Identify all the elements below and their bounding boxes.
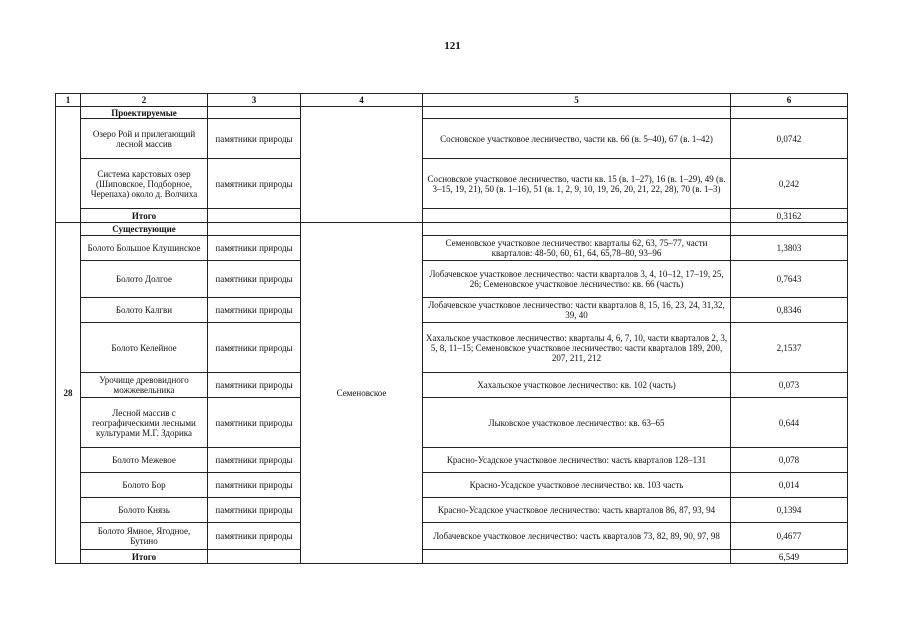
table-row: [56, 473, 848, 498]
object-area: 0,078: [731, 448, 848, 473]
table-row: [56, 373, 848, 398]
object-location: Сосновское участковое лесничество, части кв. 15 (в. 1–27), 16 (в. 1–29), 49 (в. 3–15, 19, 21), 50 (в. 1–16), 51 (в. 1, 2, 9, 10, 19, 26, 20, 21, 22, 28), 70 (в. 1–3): [423, 159, 731, 209]
object-location: Лыковское участковое лесничество: кв. 63–65: [423, 398, 731, 448]
object-location: Красно-Усадское участковое лесничество: часть кварталов 128–131: [423, 448, 731, 473]
object-name: Урочище древовидного можжевельника: [81, 373, 208, 398]
object-area: 0,014: [731, 473, 848, 498]
section-label: Существующие: [81, 223, 208, 236]
object-type: памятники природы: [208, 523, 301, 550]
object-location: Красно-Усадское участковое лесничество: кв. 103 часть: [423, 473, 731, 498]
object-type: памятники природы: [208, 473, 301, 498]
object-area: 0,073: [731, 373, 848, 398]
object-type: памятники природы: [208, 498, 301, 523]
table-row: [56, 523, 848, 550]
table-row: [56, 448, 848, 473]
object-area: 0,644: [731, 398, 848, 448]
object-name: Болото Долгое: [81, 261, 208, 298]
object-type: памятники природы: [208, 398, 301, 448]
header-cell: 4: [301, 94, 423, 107]
object-type: памятники природы: [208, 159, 301, 209]
header-row: [56, 94, 848, 107]
section-row: [56, 107, 848, 119]
object-area: 2,1537: [731, 323, 848, 373]
object-type: памятники природы: [208, 323, 301, 373]
object-name: Болото Келейное: [81, 323, 208, 373]
table-row: [56, 261, 848, 298]
object-location: Лобачевское участковое лесничество: части кварталов 8, 15, 16, 23, 24, 31,32, 39, 40: [423, 298, 731, 323]
header-cell: 6: [731, 94, 848, 107]
object-type: памятники природы: [208, 298, 301, 323]
total-row: [56, 209, 848, 223]
object-area: 0,1394: [731, 498, 848, 523]
total-row: [56, 550, 848, 564]
table-row: [56, 298, 848, 323]
object-location: Хахальское участковое лесничество: кварталы 4, 6, 7, 10, части кварталов 2, 3, 5, 8, 11–15; Семеновское участковое лесничество: части кварталов 189, 200, 207, 211, 212: [423, 323, 731, 373]
object-name: Болото Бор: [81, 473, 208, 498]
page-number: 121: [444, 40, 461, 52]
total-value: 0,3162: [731, 209, 848, 223]
object-name: Озеро Рой и прилегающий лесной массив: [81, 119, 208, 159]
table-row: [56, 498, 848, 523]
total-value: 6,549: [731, 550, 848, 564]
header-cell: 5: [423, 94, 731, 107]
object-area: 0,7643: [731, 261, 848, 298]
section-row: [56, 223, 848, 236]
protected-areas-table: [55, 93, 848, 564]
table-row: [56, 398, 848, 448]
table-row: [56, 236, 848, 261]
object-area: 0,4677: [731, 523, 848, 550]
object-location: Семеновское участковое лесничество: кварталы 62, 63, 75–77, части кварталов: 48-50, 60, 61, 64, 65,78–80, 93–96: [423, 236, 731, 261]
object-location: Сосновское участковое лесничество, части кв. 66 (в. 5–40), 67 (в. 1–42): [423, 119, 731, 159]
object-name: Болото Ямное, Ягодное, Бутино: [81, 523, 208, 550]
header-cell: 3: [208, 94, 301, 107]
object-name: Болото Межевое: [81, 448, 208, 473]
object-name: Болото Калгви: [81, 298, 208, 323]
object-name: Лесной массив с географическими лесными культурами М.Г. Здорика: [81, 398, 208, 448]
group-number: 28: [56, 223, 81, 564]
forestry-cell: [301, 107, 423, 223]
object-type: памятники природы: [208, 119, 301, 159]
object-area: 0,242: [731, 159, 848, 209]
object-area: 0,8346: [731, 298, 848, 323]
forestry-name: Семеновское: [301, 223, 423, 564]
object-type: памятники природы: [208, 261, 301, 298]
total-label: Итого: [81, 209, 208, 223]
object-location: Лобачевское участковое лесничество: часть кварталов 73, 82, 89, 90, 97, 98: [423, 523, 731, 550]
object-area: 1,3803: [731, 236, 848, 261]
object-name: Болото Большое Клушинское: [81, 236, 208, 261]
object-name: Система карстовых озер (Шиповское, Подборное, Черепаха) около д. Волчиха: [81, 159, 208, 209]
header-cell: 2: [81, 94, 208, 107]
object-name: Болото Князь: [81, 498, 208, 523]
object-location: Лобачевское участковое лесничество: части кварталов 3, 4, 10–12, 17–19, 25, 26; Семеновское участковое лесничество: кв. 66 (часть): [423, 261, 731, 298]
object-type: памятники природы: [208, 448, 301, 473]
header-cell: 1: [56, 94, 81, 107]
object-type: памятники природы: [208, 373, 301, 398]
table-row: [56, 323, 848, 373]
object-location: Красно-Усадское участковое лесничество: часть кварталов 86, 87, 93, 94: [423, 498, 731, 523]
object-area: 0,0742: [731, 119, 848, 159]
section-label: Проектируемые: [81, 107, 208, 119]
table-row: [56, 119, 848, 159]
object-location: Хахальское участковое лесничество: кв. 102 (часть): [423, 373, 731, 398]
object-type: памятники природы: [208, 236, 301, 261]
group-number-cell: [56, 107, 81, 223]
table-row: [56, 159, 848, 209]
total-label: Итого: [81, 550, 208, 564]
